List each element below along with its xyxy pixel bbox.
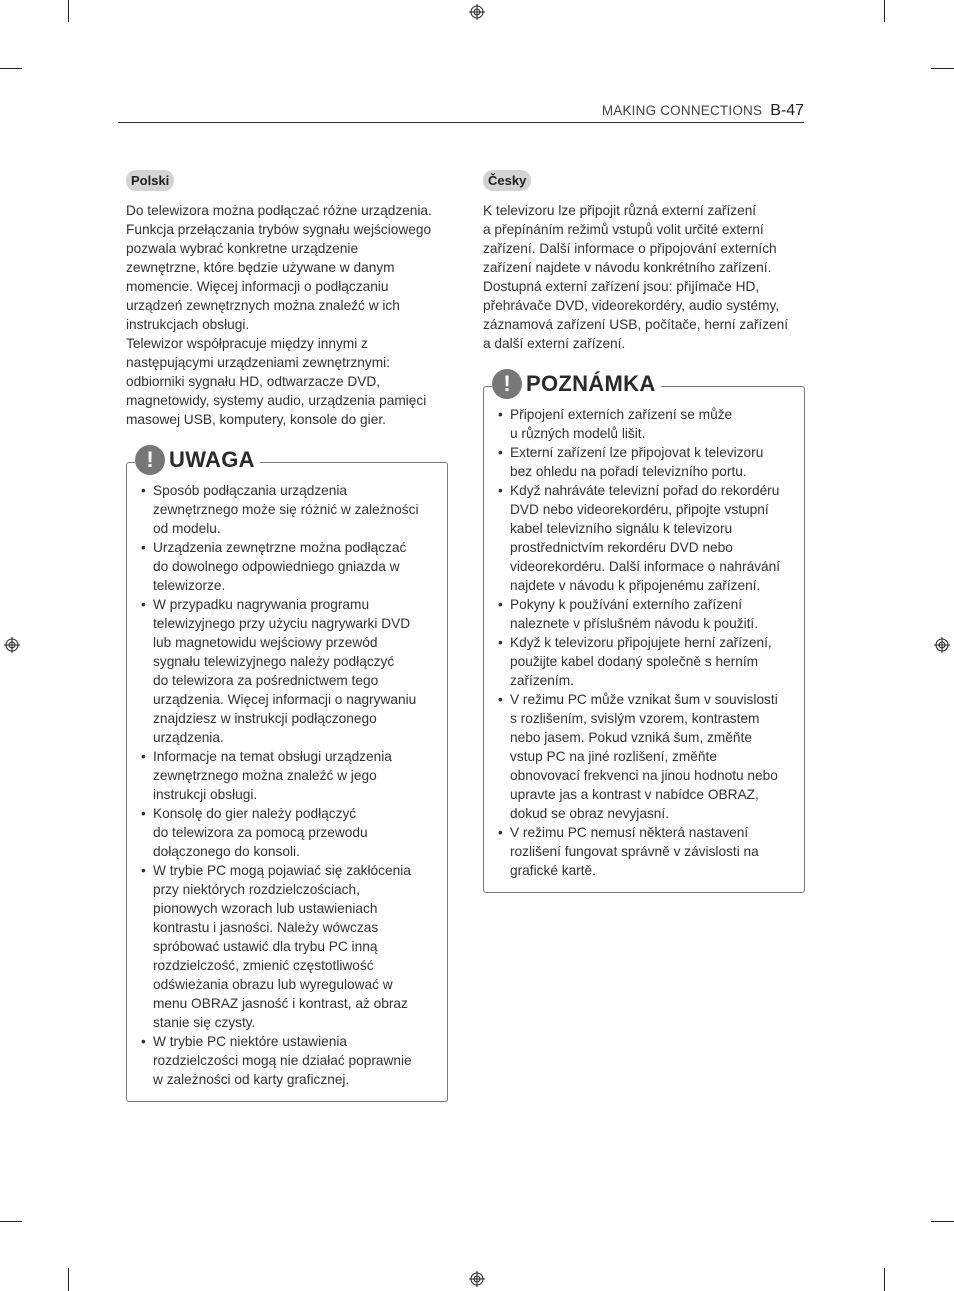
list-item: • Pokyny k používání externího zařízení naleznete v příslušném návodu k použití. xyxy=(498,595,792,633)
list-item: • Když nahráváte televizní pořad do rekordéru DVD nebo videorekordéru, připojte vstupní kabel televizního signálu k televizoru prostřednictvím rekordéru DVD nebo videorekordéru. Další informace o nahrávání najdete v návodu k připojenému zařízení. xyxy=(498,481,792,595)
note-list xyxy=(141,481,435,1089)
note-title: UWAGA xyxy=(169,447,255,472)
crosshair-icon xyxy=(934,637,950,653)
column-czech xyxy=(483,170,805,893)
crop-mark xyxy=(68,0,69,22)
intro-paragraph: K televizoru lze připojit různá externí zařízení a přepínáním režimů vstupů volit určité externí zařízení. Další informace o připojování externích zařízení najdete v návodu konkrétního zařízení. Dostupná externí zařízení jsou: přijímače HD, přehrávače DVD, videorekordéry, audio systémy, záznamová zařízení USB, počítače, herní zařízení a další externí zařízení. xyxy=(483,203,789,351)
list-item: • Externí zařízení lze připojovat k televizoru bez ohledu na pořadí televizního portu. xyxy=(498,443,792,481)
language-badge: Polski xyxy=(126,170,174,191)
exclamation-icon: ! xyxy=(492,369,522,399)
page-header xyxy=(602,102,804,120)
crop-mark xyxy=(931,68,954,69)
list-item: • Urządzenia zewnętrzne można podłączać do dowolnego odpowiedniego gniazda w telewizorze. xyxy=(141,538,435,595)
crosshair-icon xyxy=(4,637,20,653)
list-item: • V režimu PC může vznikat šum v souvislosti s rozlišením, svislým vzorem, kontrastem nebo jasem. Pokud vzniká šum, změňte vstup PC na jiné rozlišení, změňte obnovovací frekvenci na jinou hodnotu nebo upravte jas a kontrast v nabídce OBRAZ, dokud se obraz nevyjasní. xyxy=(498,690,792,823)
page-number: B-47 xyxy=(770,102,804,119)
list-item: • W przypadku nagrywania programu telewizyjnego przy użyciu nagrywarki DVD lub magnetowidu wejściowy przewód sygnału telewizyjnego należy podłączyć do telewizora za pośrednictwem tego urządzenia. Więcej informacji o nagrywaniu znajdziesz w instrukcji podłączonego urządzenia. xyxy=(141,595,435,747)
crop-mark xyxy=(931,1221,954,1222)
exclamation-icon: ! xyxy=(135,445,165,475)
note-heading xyxy=(492,369,661,399)
list-item: • Sposób podłączania urządzenia zewnętrznego może się różnić w zależności od modelu. xyxy=(141,481,435,538)
note-list xyxy=(498,405,792,880)
note-box xyxy=(483,371,805,893)
list-item: • Informacje na temat obsługi urządzenia zewnętrznego można znaleźć w jego instrukcji obsługi. xyxy=(141,747,435,804)
section-title: MAKING CONNECTIONS xyxy=(601,103,763,118)
list-item: • Když k televizoru připojujete herní zařízení, použijte kabel dodaný společně s herním zařízením. xyxy=(498,633,792,690)
crop-mark xyxy=(0,68,22,69)
column-polish xyxy=(126,170,448,1102)
crop-mark xyxy=(884,1268,885,1291)
crop-mark xyxy=(0,1221,22,1222)
note-title: POZNÁMKA xyxy=(526,371,656,396)
list-item: • W trybie PC mogą pojawiać się zakłócenia przy niektórych rozdzielczościach, pionowych wzorach lub ustawieniach kontrastu i jasności. Należy wówczas spróbować ustawić dla trybu PC inną rozdzielczość, zmienić częstotliwość odświeżania obrazu lub wyregulować w menu OBRAZ jasność i kontrast, aż obraz stanie się czysty. xyxy=(141,861,435,1032)
crop-mark xyxy=(68,1268,69,1291)
list-item: • Připojení externích zařízení se může u různých modelů lišit. xyxy=(498,405,792,443)
crosshair-icon xyxy=(469,4,485,20)
list-item: • W trybie PC niektóre ustawienia rozdzielczości mogą nie działać poprawnie w zależności od karty graficznej. xyxy=(141,1032,435,1089)
language-badge: Česky xyxy=(483,170,531,191)
header-divider xyxy=(118,122,804,123)
intro-paragraph: Do telewizora można podłączać różne urządzenia. Funkcja przełączania trybów sygnału wejściowego pozwala wybrać konkretne urządzenie zewnętrzne, które będzie używane w danym momencie. Więcej informacji o podłączaniu urządzeń zewnętrznych można znaleźć w ich instrukcjach obsługi. Telewizor współpracuje między innymi z następującymi urządzeniami zewnętrznymi: odbiorniki sygnału HD, odtwarzacze DVD, magnetowidy, systemy audio, urządzenia pamięci masowej USB, komputery, konsole do gier. xyxy=(126,203,432,427)
note-heading xyxy=(135,445,260,475)
crosshair-icon xyxy=(469,1271,485,1287)
list-item: • V režimu PC nemusí některá nastavení rozlišení fungovat správně v závislosti na grafické kartě. xyxy=(498,823,792,880)
crop-mark xyxy=(884,0,885,22)
note-box xyxy=(126,447,448,1102)
list-item: • Konsolę do gier należy podłączyć do telewizora za pomocą przewodu dołączonego do konsoli. xyxy=(141,804,435,861)
